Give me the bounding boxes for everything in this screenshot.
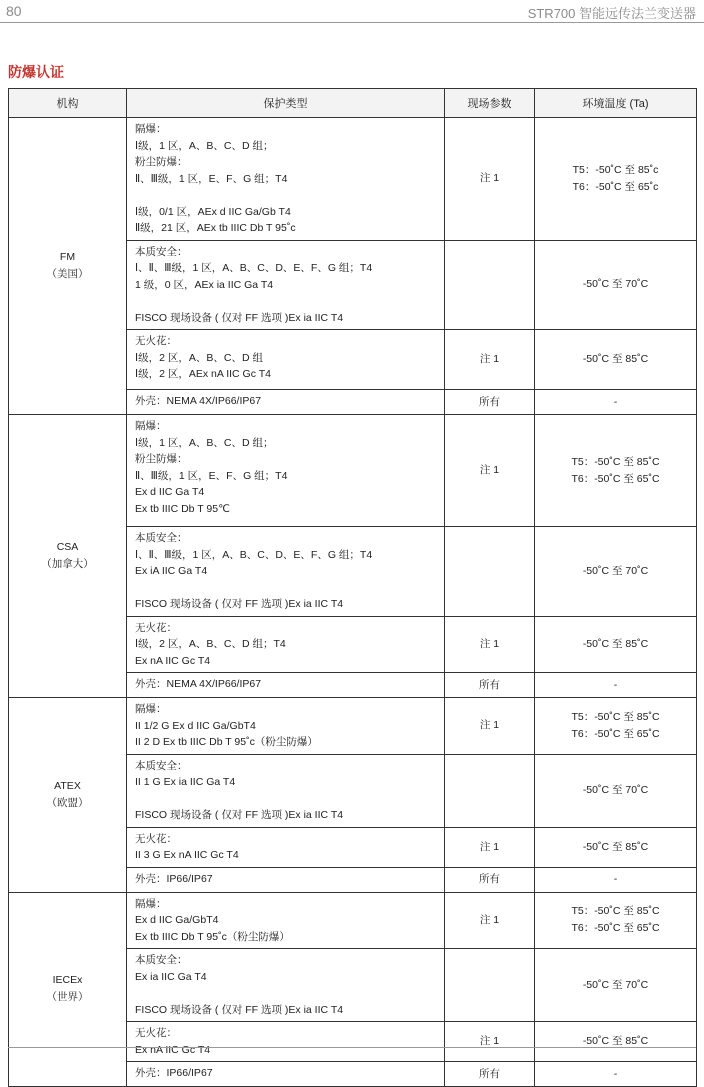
temperature-line: -50˚C 至 70˚C xyxy=(582,784,649,796)
field-parameter-cell: 所有 xyxy=(445,390,535,415)
protection-line: Ⅰ级，1 区，A、B、C、D 组； xyxy=(135,436,274,449)
protection-type-cell xyxy=(127,827,445,867)
protection-line: 隔爆： xyxy=(135,123,167,135)
field-parameter-cell xyxy=(445,949,535,1022)
protection-line: Ex nA IIC Gc T4 xyxy=(135,1043,211,1056)
org-cell xyxy=(9,892,127,1087)
protection-line: 隔爆： xyxy=(135,420,167,432)
page-header xyxy=(0,0,704,22)
table-row xyxy=(9,698,697,755)
org-name: ATEX xyxy=(54,779,81,792)
protection-line: 无火花： xyxy=(135,621,177,634)
line-spacer xyxy=(135,187,436,204)
line-spacer xyxy=(135,580,436,597)
line-spacer xyxy=(135,985,436,1002)
table-row xyxy=(9,118,697,241)
protection-line: Ⅰ级，2 区，AEx nA IIC Gc T4 xyxy=(135,368,271,380)
protection-line: II 1/2 G Ex d IIC Ga/GbT4 xyxy=(135,719,256,732)
protection-type-cell xyxy=(127,867,445,892)
ambient-temperature-cell xyxy=(535,867,697,892)
header-org: 机构 xyxy=(9,89,127,118)
temperature-line: - xyxy=(613,395,618,408)
ambient-temperature-cell xyxy=(535,118,697,241)
table-row xyxy=(9,415,697,527)
protection-type-cell xyxy=(127,673,445,698)
protection-line: 无火花： xyxy=(135,832,177,845)
ambient-temperature-cell xyxy=(535,698,697,755)
protection-line: Ex iA IIC Ga T4 xyxy=(135,565,208,577)
temperature-line: -50˚C 至 85˚C xyxy=(582,353,649,365)
field-parameter-cell: 注 1 xyxy=(445,1022,535,1062)
ambient-temperature-cell xyxy=(535,240,697,330)
org-name: CSA xyxy=(56,541,79,553)
protection-line: Ⅱ、Ⅲ级，1 区，E、F、G 组；T4 xyxy=(135,469,288,482)
protection-line: 粉尘防爆： xyxy=(135,156,188,168)
field-parameter-cell: 所有 xyxy=(445,1062,535,1087)
field-parameter-cell: 注 1 xyxy=(445,415,535,527)
temperature-line: T5：-50˚C 至 85˚C xyxy=(571,905,660,918)
protection-line: Ⅰ、Ⅱ、Ⅲ级，1 区，A、B、C、D、E、F、G 组；T4 xyxy=(135,262,373,274)
protection-type-cell xyxy=(127,330,445,390)
protection-line: 外壳：NEMA 4X/IP66/IP67 xyxy=(135,395,262,407)
temperature-line: -50˚C 至 85˚C xyxy=(582,637,649,650)
protection-line: II 2 D Ex tb IIIC Db T 95˚c（粉尘防爆） xyxy=(135,736,318,748)
org-region: （加拿大） xyxy=(41,558,94,570)
field-parameter-cell xyxy=(445,240,535,330)
protection-line: Ⅰ级，2 区，A、B、C、D 组 xyxy=(135,351,263,364)
protection-type-cell xyxy=(127,118,445,241)
field-parameter-cell: 所有 xyxy=(445,867,535,892)
org-name: FM xyxy=(59,251,76,263)
protection-line: Ex tb IIIC Db T 95˚c（粉尘防爆） xyxy=(135,930,290,943)
protection-line: 无火花： xyxy=(135,335,177,347)
ambient-temperature-cell xyxy=(535,949,697,1022)
protection-type-cell xyxy=(127,240,445,330)
temperature-line: T5：-50˚C 至 85˚c xyxy=(572,163,659,176)
temperature-line: - xyxy=(613,1067,618,1080)
protection-line: Ex nA IIC Gc T4 xyxy=(135,654,211,667)
protection-line: Ⅰ级，1 区，A、B、C、D 组； xyxy=(135,139,274,152)
protection-line: Ⅰ、Ⅱ、Ⅲ级，1 区，A、B、C、D、E、F、G 组；T4 xyxy=(135,548,373,561)
ambient-temperature-cell xyxy=(535,1062,697,1087)
protection-line: II 1 G Ex ia IIC Ga T4 xyxy=(135,776,236,788)
ambient-temperature-cell xyxy=(535,390,697,415)
ambient-temperature-cell xyxy=(535,892,697,949)
org-region: （欧盟） xyxy=(46,796,89,809)
temperature-line: -50˚C 至 70˚C xyxy=(582,564,649,577)
protection-line: 本质安全： xyxy=(135,245,188,258)
protection-line: 隔爆： xyxy=(135,897,167,910)
protection-type-cell xyxy=(127,1022,445,1062)
ambient-temperature-cell xyxy=(535,415,697,527)
table-header-row xyxy=(9,89,697,118)
temperature-line: -50˚C 至 85˚C xyxy=(582,840,649,853)
protection-type-cell xyxy=(127,415,445,527)
header-ambient-temperature: 环境温度 (Ta) xyxy=(535,89,697,118)
protection-type-cell xyxy=(127,527,445,617)
field-parameter-cell: 所有 xyxy=(445,673,535,698)
section-title: 防爆认证 xyxy=(8,64,64,80)
line-spacer xyxy=(135,791,436,808)
field-parameter-cell: 注 1 xyxy=(445,892,535,949)
protection-line: 本质安全： xyxy=(135,954,188,966)
temperature-line: T6：-50˚C 至 65˚c xyxy=(572,180,659,193)
protection-line: FISCO 现场设备 ( 仅对 FF 选项 )Ex ia IIC T4 xyxy=(135,809,344,821)
org-cell xyxy=(9,415,127,698)
ambient-temperature-cell xyxy=(535,330,697,390)
protection-line: Ex ia IIC Ga T4 xyxy=(135,970,207,983)
field-parameter-cell xyxy=(445,527,535,617)
protection-type-cell xyxy=(127,698,445,755)
protection-line: Ex tb IIIC Db T 95℃ xyxy=(135,502,230,515)
org-cell xyxy=(9,698,127,893)
protection-type-cell xyxy=(127,616,445,673)
org-name: IECEx xyxy=(52,974,83,987)
temperature-line: T6：-50˚C 至 65˚C xyxy=(571,472,660,485)
field-parameter-cell: 注 1 xyxy=(445,827,535,867)
org-region: （美国） xyxy=(46,268,89,280)
protection-line: 外壳：IP66/IP67 xyxy=(135,1067,213,1079)
table-row xyxy=(9,892,697,949)
protection-line: 隔爆： xyxy=(135,703,167,715)
ambient-temperature-cell xyxy=(535,616,697,673)
header-divider xyxy=(0,22,704,23)
protection-line: Ⅰ级，2 区，A、B、C、D 组；T4 xyxy=(135,638,286,650)
protection-line: FISCO 现场设备 ( 仅对 FF 选项 )Ex ia IIC T4 xyxy=(135,598,344,610)
temperature-line: T6：-50˚C 至 65˚C xyxy=(571,727,660,740)
table-body xyxy=(9,118,697,1087)
temperature-line: -50˚C 至 70˚C xyxy=(582,978,649,991)
protection-type-cell xyxy=(127,754,445,827)
protection-line: 外壳：NEMA 4X/IP66/IP67 xyxy=(135,678,262,690)
protection-line: 无火花： xyxy=(135,1027,177,1039)
org-region: （世界） xyxy=(46,991,89,1004)
temperature-line: - xyxy=(613,678,618,691)
protection-type-cell xyxy=(127,949,445,1022)
protection-line: 本质安全： xyxy=(135,759,188,772)
temperature-line: - xyxy=(613,873,618,885)
protection-line: FISCO 现场设备 ( 仅对 FF 选项 )Ex ia IIC T4 xyxy=(135,1003,344,1016)
protection-line: 外壳：IP66/IP67 xyxy=(135,872,213,885)
protection-line: 本质安全： xyxy=(135,532,188,544)
protection-line: FISCO 现场设备 ( 仅对 FF 选项 )Ex ia IIC T4 xyxy=(135,311,344,324)
temperature-line: T5：-50˚C 至 85˚C xyxy=(571,710,660,723)
protection-line: Ⅱ级，21 区，AEx tb IIIC Db T 95˚c xyxy=(135,222,296,234)
protection-line: 粉尘防爆： xyxy=(135,453,188,465)
org-cell xyxy=(9,118,127,415)
ambient-temperature-cell xyxy=(535,673,697,698)
certification-table xyxy=(8,88,697,1087)
field-parameter-cell xyxy=(445,754,535,827)
header-protection-type: 保护类型 xyxy=(127,89,445,118)
protection-line: Ex d IIC Ga/GbT4 xyxy=(135,914,219,926)
protection-type-cell xyxy=(127,390,445,415)
protection-line: Ex d IIC Ga T4 xyxy=(135,486,205,498)
field-parameter-cell: 注 1 xyxy=(445,616,535,673)
ambient-temperature-cell xyxy=(535,754,697,827)
field-parameter-cell: 注 1 xyxy=(445,698,535,755)
protection-line: Ⅰ级，0/1 区，AEx d IIC Ga/Gb T4 xyxy=(135,205,291,218)
temperature-line: -50˚C 至 85˚C xyxy=(582,1035,649,1047)
protection-type-cell xyxy=(127,1062,445,1087)
protection-type-cell xyxy=(127,892,445,949)
field-parameter-cell: 注 1 xyxy=(445,118,535,241)
field-parameter-cell: 注 1 xyxy=(445,330,535,390)
temperature-line: T6：-50˚C 至 65˚C xyxy=(571,922,660,935)
protection-line: Ⅱ、Ⅲ级，1 区，E、F、G 组；T4 xyxy=(135,172,288,185)
header-field-parameter: 现场参数 xyxy=(445,89,535,118)
temperature-line: T5：-50˚C 至 85˚C xyxy=(571,455,660,468)
ambient-temperature-cell xyxy=(535,827,697,867)
ambient-temperature-cell xyxy=(535,527,697,617)
protection-line: 1 级，0 区，AEx ia IIC Ga T4 xyxy=(135,278,274,291)
footer-divider xyxy=(8,1047,696,1048)
line-spacer xyxy=(135,293,436,310)
protection-line: II 3 G Ex nA IIC Gc T4 xyxy=(135,849,239,861)
ambient-temperature-cell xyxy=(535,1022,697,1062)
page-number: 80 xyxy=(6,3,22,19)
document-title: STR700 智能远传法兰变送器 xyxy=(527,6,696,21)
temperature-line: -50˚C 至 70˚C xyxy=(582,278,649,291)
